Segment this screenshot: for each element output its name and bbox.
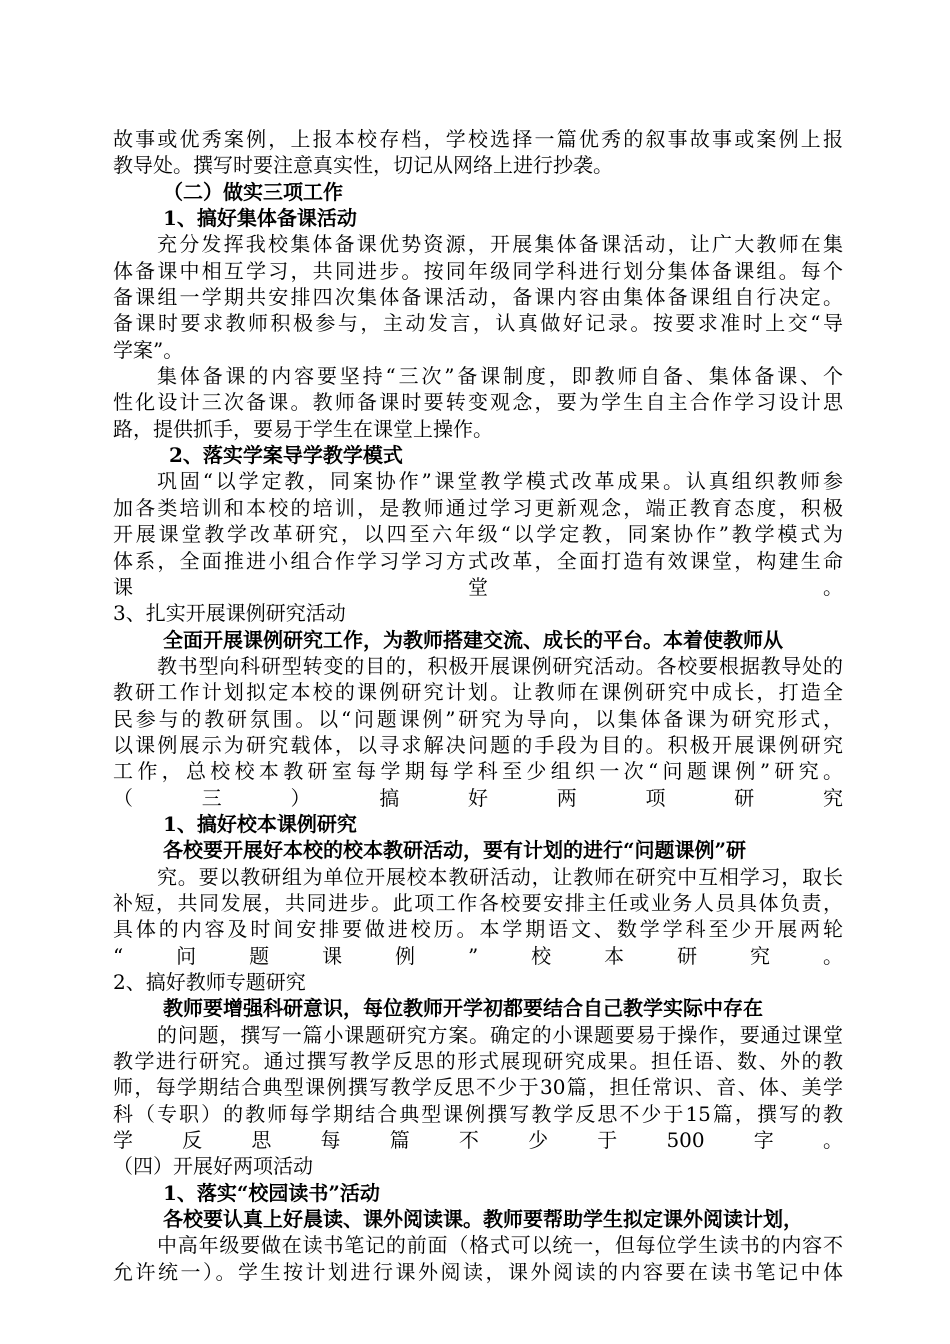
text-line: 学反思每篇不少于500字。	[113, 1128, 843, 1153]
text-line: 体备课中相互学习，共同进步。按同年级同学科进行划分集体备课组。每个	[113, 258, 843, 283]
text-line: 性化设计三次备课。教师备课时要转变观念，要为学生自主合作学习设计思	[113, 390, 843, 415]
text-line: 3、扎实开展课例研究活动	[113, 601, 346, 626]
text-line: 备课组一学期共安排四次集体备课活动，备课内容由集体备课组自行决定。	[113, 285, 843, 310]
text-line: 开展课堂教学改革研究，以四至六年级“以学定教，同案协作”教学模式为	[113, 522, 843, 547]
subsection-heading: 全面开展课例研究工作，为教师搭建交流、成长的平台。本着使教师从	[163, 627, 783, 652]
text-line: 学案”。	[113, 337, 184, 362]
text-line: 教学进行研究。通过撰写教学反思的形式展现研究成果。担任语、数、外的教	[113, 1049, 843, 1074]
text-line: 具体的内容及时间安排要做进校历。本学期语文、数学学科至少开展两轮	[113, 917, 843, 942]
text-line	[113, 1285, 843, 1311]
text-line: 路，提供抓手，要易于学生在课堂上操作。	[113, 416, 493, 441]
text-line: 补短，共同发展，共同进步。此项工作各校要安排主任或业务人员具体负责，	[113, 890, 843, 915]
text-line: （三）搞好两项研究	[113, 785, 843, 810]
text-line: 以课例展示为研究载体，以寻求解决问题的手段为目的。积极开展课例研究	[113, 732, 843, 757]
section-heading: 1、落实“校园读书”活动	[163, 1180, 380, 1205]
document-body	[113, 126, 843, 1311]
subsection-heading: 各校要认真上好晨读、课外阅读课。教师要帮助学生拟定课外阅读计划，	[163, 1207, 803, 1232]
text-line: 故事或优秀案例，上报本校存档，学校选择一篇优秀的叙事故事或案例上报	[113, 127, 843, 151]
text-line: 允许统一）。学生按计划进行课外阅读，课外阅读的内容要在读书笔记中体	[113, 1259, 843, 1284]
subsection-heading: 教师要增强科研意识，每位教师开学初都要结合自己教学实际中存在	[163, 996, 763, 1021]
text-line: 民参与的教研氛围。以“问题课例”研究为导向，以集体备课为研究形式，	[113, 706, 843, 731]
text-line: 的问题，撰写一篇小课题研究方案。确定的小课题要易于操作，要通过课堂	[157, 1022, 843, 1047]
subsection-heading: 1、搞好集体备课活动	[163, 206, 357, 231]
subsection-heading: 2、落实学案导学教学模式	[169, 443, 403, 468]
text-line: 教导处。撰写时要注意真实性，切记从网络上进行抄袭。	[113, 153, 613, 178]
section-heading: （二）做实三项工作	[163, 179, 343, 204]
text-line: 备课时要求教师积极参与，主动发言，认真做好记录。按要求准时上交“导	[113, 311, 843, 336]
text-line: 中高年级要做在读书笔记的前面（格式可以统一，但每位学生读书的内容不	[157, 1233, 843, 1258]
section-heading: 1、搞好校本课例研究	[163, 811, 357, 836]
text-line: 课堂。	[113, 574, 843, 599]
text-line: 集体备课的内容要坚持“三次”备课制度，即教师自备、集体备课、个	[157, 364, 843, 389]
text-line: 科（专职）的教师每学期结合典型课例撰写教学反思不少于15篇，撰写的教	[113, 1101, 843, 1126]
text-line: 工作，总校校本教研室每学期每学科至少组织一次“问题课例”研究。	[113, 759, 843, 784]
text-line: 2、搞好教师专题研究	[113, 970, 306, 994]
text-line: 教书型向科研型转变的目的，积极开展课例研究活动。各校要根据教导处的	[157, 653, 843, 678]
subsection-heading: 各校要开展好本校的校本教研活动，要有计划的进行“问题课例”研	[163, 838, 747, 863]
text-line: “问题课例”校本研究。	[113, 943, 843, 968]
text-line: 究。要以教研组为单位开展校本教研活动，让教师在研究中互相学习，取长	[157, 864, 843, 889]
text-line: 体系，全面推进小组合作学习学习方式改革，全面打造有效课堂，构建生命	[113, 548, 843, 573]
text-line: 教研工作计划拟定本校的课例研究计划。让教师在课例研究中成长，打造全	[113, 680, 843, 705]
text-line: 充分发挥我校集体备课优势资源，开展集体备课活动，让广大教师在集	[157, 232, 843, 257]
text-line: （四）开展好两项活动	[113, 1154, 313, 1179]
text-line: 巩固“以学定教，同案协作”课堂教学模式改革成果。认真组织教师参	[157, 469, 843, 494]
text-line: 加各类培训和本校的培训，是教师通过学习更新观念，端正教育态度，积极	[113, 495, 843, 520]
text-line: 师，每学期结合典型课例撰写教学反思不少于30篇，担任常识、音、体、美学	[113, 1075, 843, 1100]
